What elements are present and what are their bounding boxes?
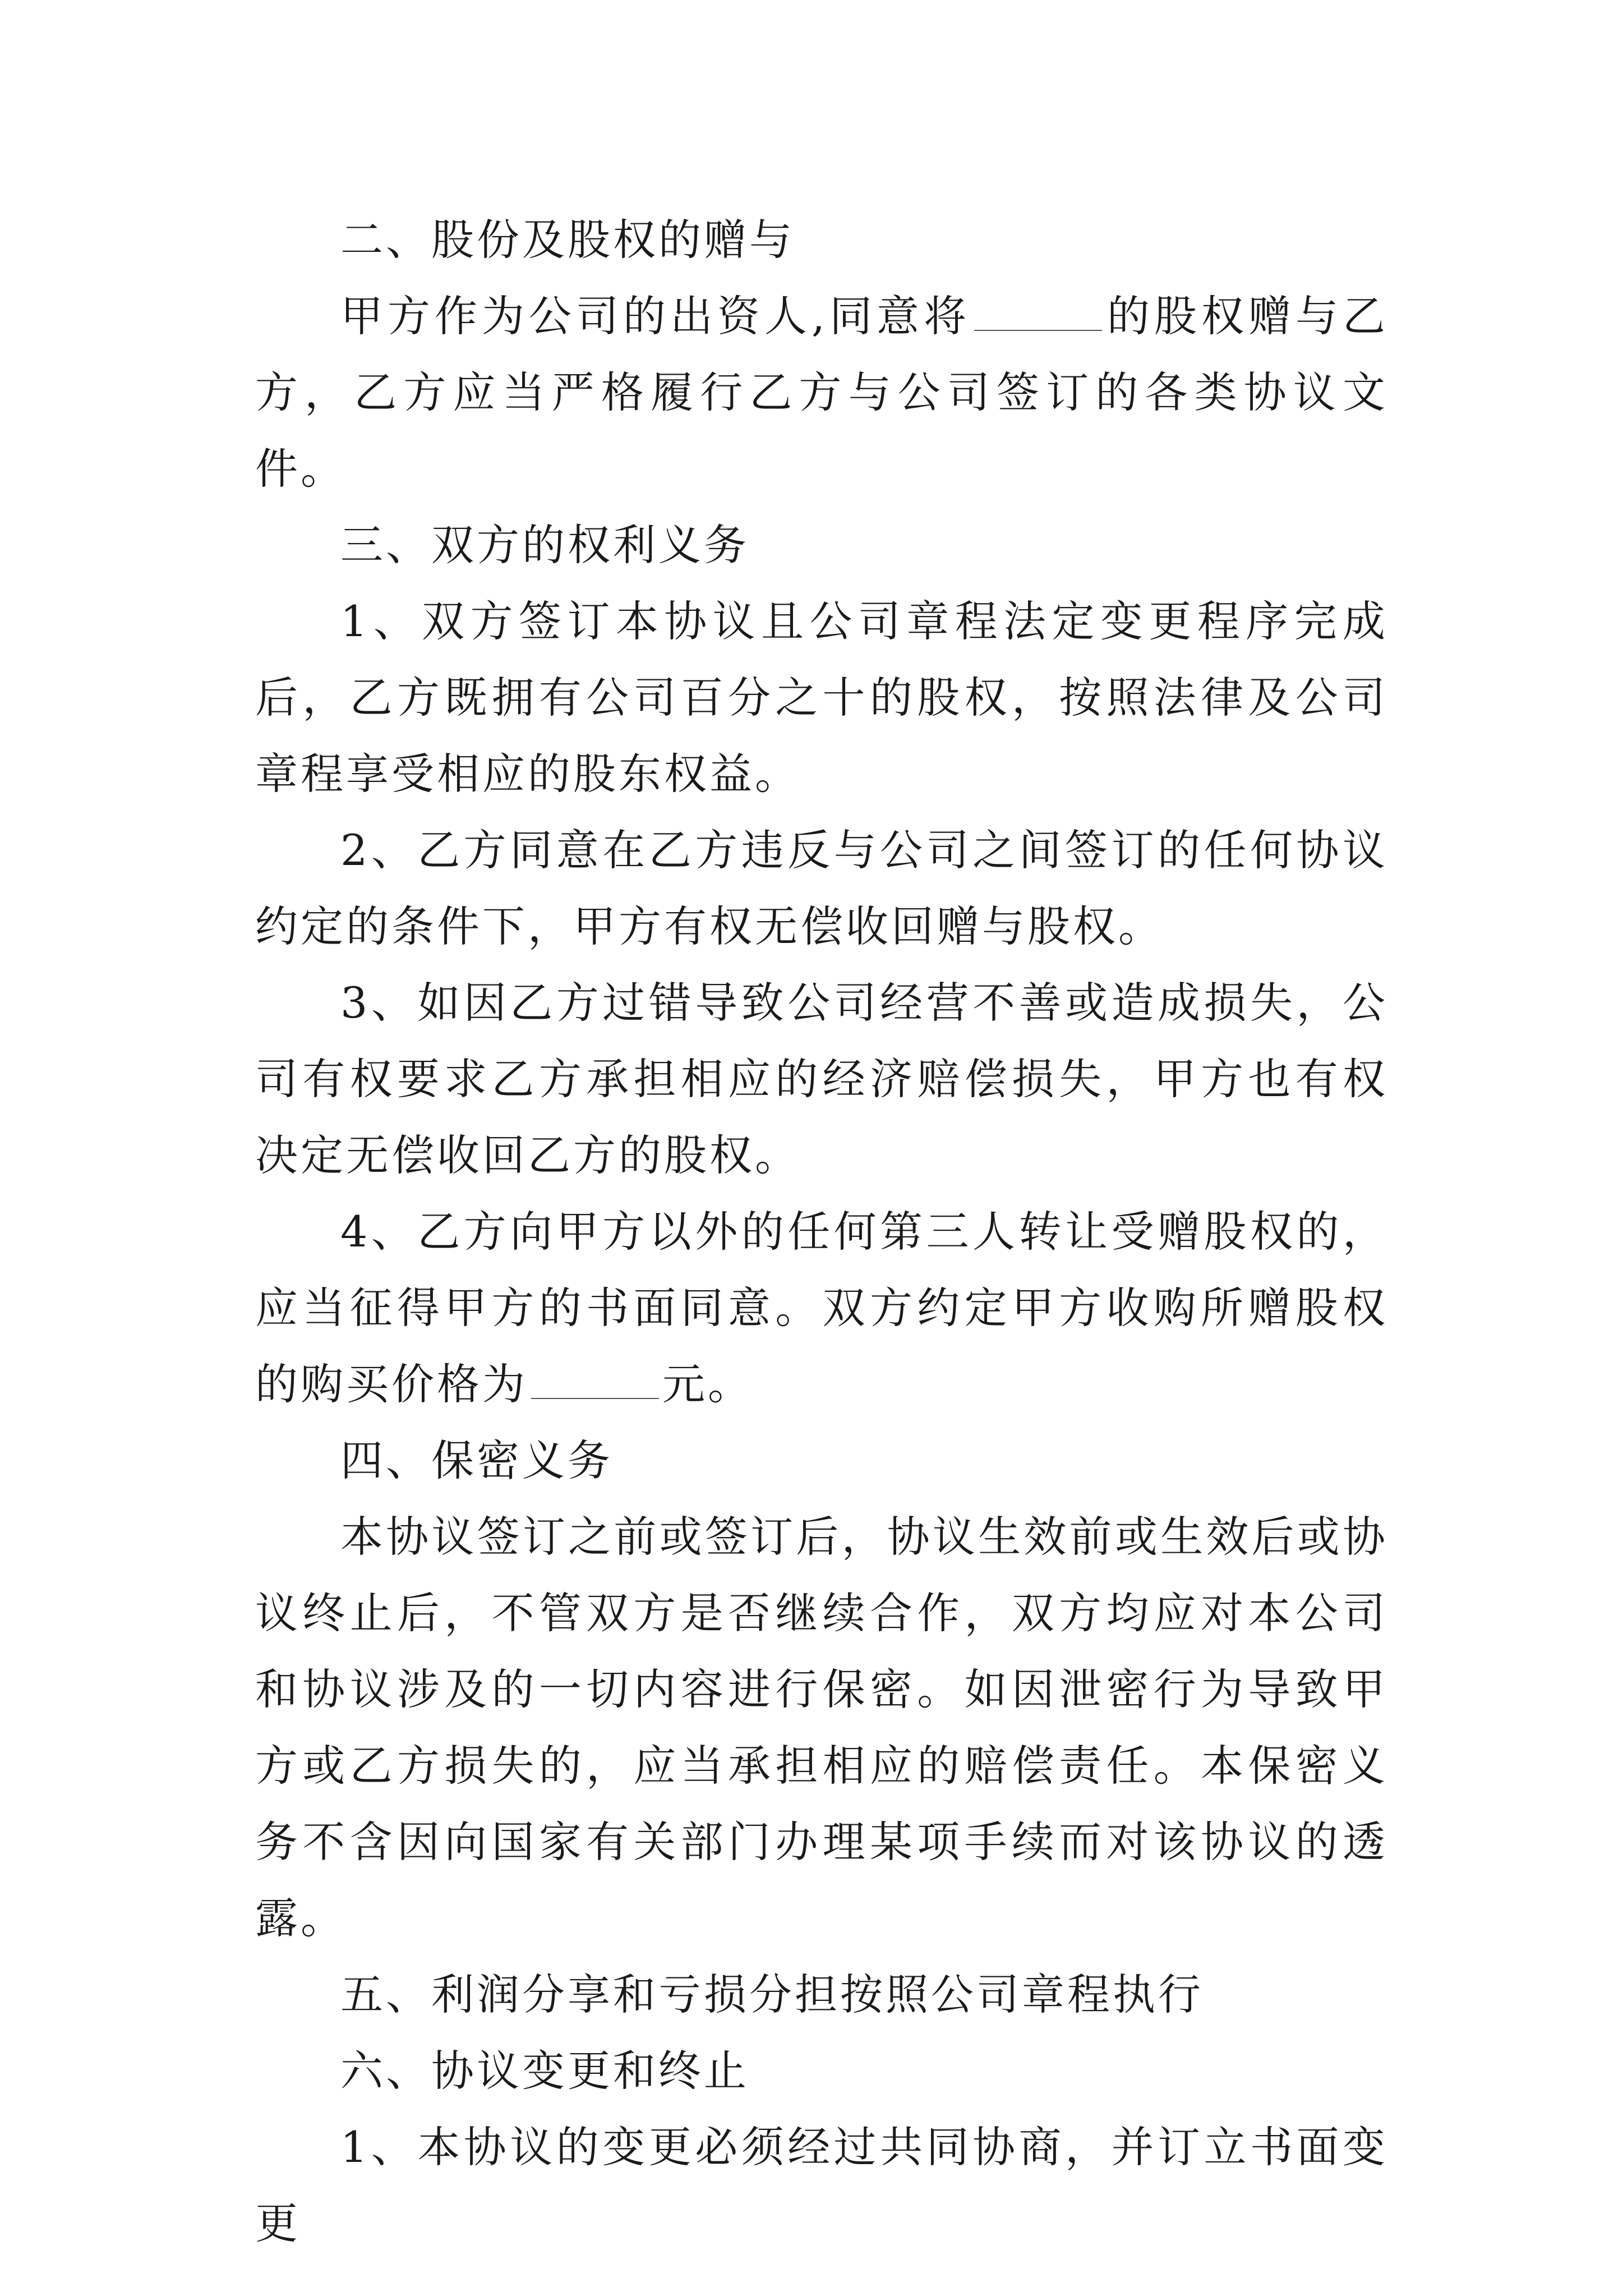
- paragraph-rights-2: [255, 812, 1388, 965]
- paragraph-text: 甲方作为公司的出资人,同意将: [340, 291, 971, 341]
- paragraph-text: 3、如因乙方过错导致公司经营不善或造成损失，公司有权要求乙方承担相应的经济赔偿损失，甲方也有权决定无偿收回乙方的股权。: [255, 978, 1388, 1180]
- paragraph-confidentiality: [255, 1499, 1388, 1957]
- heading-text: 五、利润分享和亏损分担按照公司章程执行: [340, 1970, 1204, 2019]
- heading-text: 六、协议变更和终止: [340, 2046, 749, 2096]
- heading-text: 三、双方的权利义务: [340, 520, 749, 570]
- paragraph-text: 本协议签订之前或签订后，协议生效前或生效后或协议终止后，不管双方是否继续合作，双方均应对本公司和协议涉及的一切内容进行保密。如因泄密行为导致甲方或乙方损失的，应当承担相应的赔偿责任。本保密义务不含因向国家有关部门办理某项手续而对该协议的透露。: [255, 1512, 1388, 1943]
- paragraph-text: 元。: [662, 1359, 753, 1409]
- heading-text: 四、保密义务: [340, 1435, 613, 1485]
- paragraph-text: 2、乙方同意在乙方违反与公司之间签订的任何协议约定的条件下，甲方有权无偿收回赠与股权。: [255, 825, 1388, 951]
- paragraph-rights-1: [255, 583, 1388, 812]
- section-heading-rights-obligations: [255, 507, 1388, 583]
- section-heading-amendment-termination: [255, 2033, 1388, 2109]
- fill-in-blank-share-amount: [974, 294, 1102, 331]
- section-heading-profit-sharing: [255, 1957, 1388, 2033]
- paragraph-text: 的股权赠与乙方，乙方应当严格履行乙方与公司签订的各类协议文件。: [255, 291, 1388, 494]
- fill-in-blank-price: [531, 1362, 659, 1399]
- paragraph-amendment-1: [255, 2109, 1388, 2262]
- section-heading-gift-of-shares: [255, 202, 1388, 278]
- paragraph-gift-clause: [255, 278, 1388, 507]
- paragraph-rights-4: [255, 1194, 1388, 1423]
- section-heading-confidentiality: [255, 1423, 1388, 1499]
- paragraph-text: 1、本协议的变更必须经过共同协商，并订立书面变更: [255, 2122, 1388, 2248]
- paragraph-text: 1、双方签订本协议且公司章程法定变更程序完成后，乙方既拥有公司百分之十的股权，按照法律及公司章程享受相应的股东权益。: [255, 596, 1388, 799]
- document-page: [255, 202, 1388, 2262]
- heading-text: 二、股份及股权的赠与: [340, 215, 795, 265]
- paragraph-rights-3: [255, 965, 1388, 1194]
- paragraph-text: 4、乙方向甲方以外的任何第三人转让受赠股权的，应当征得甲方的书面同意。双方约定甲方收购所赠股权的购买价格为: [255, 1207, 1388, 1409]
